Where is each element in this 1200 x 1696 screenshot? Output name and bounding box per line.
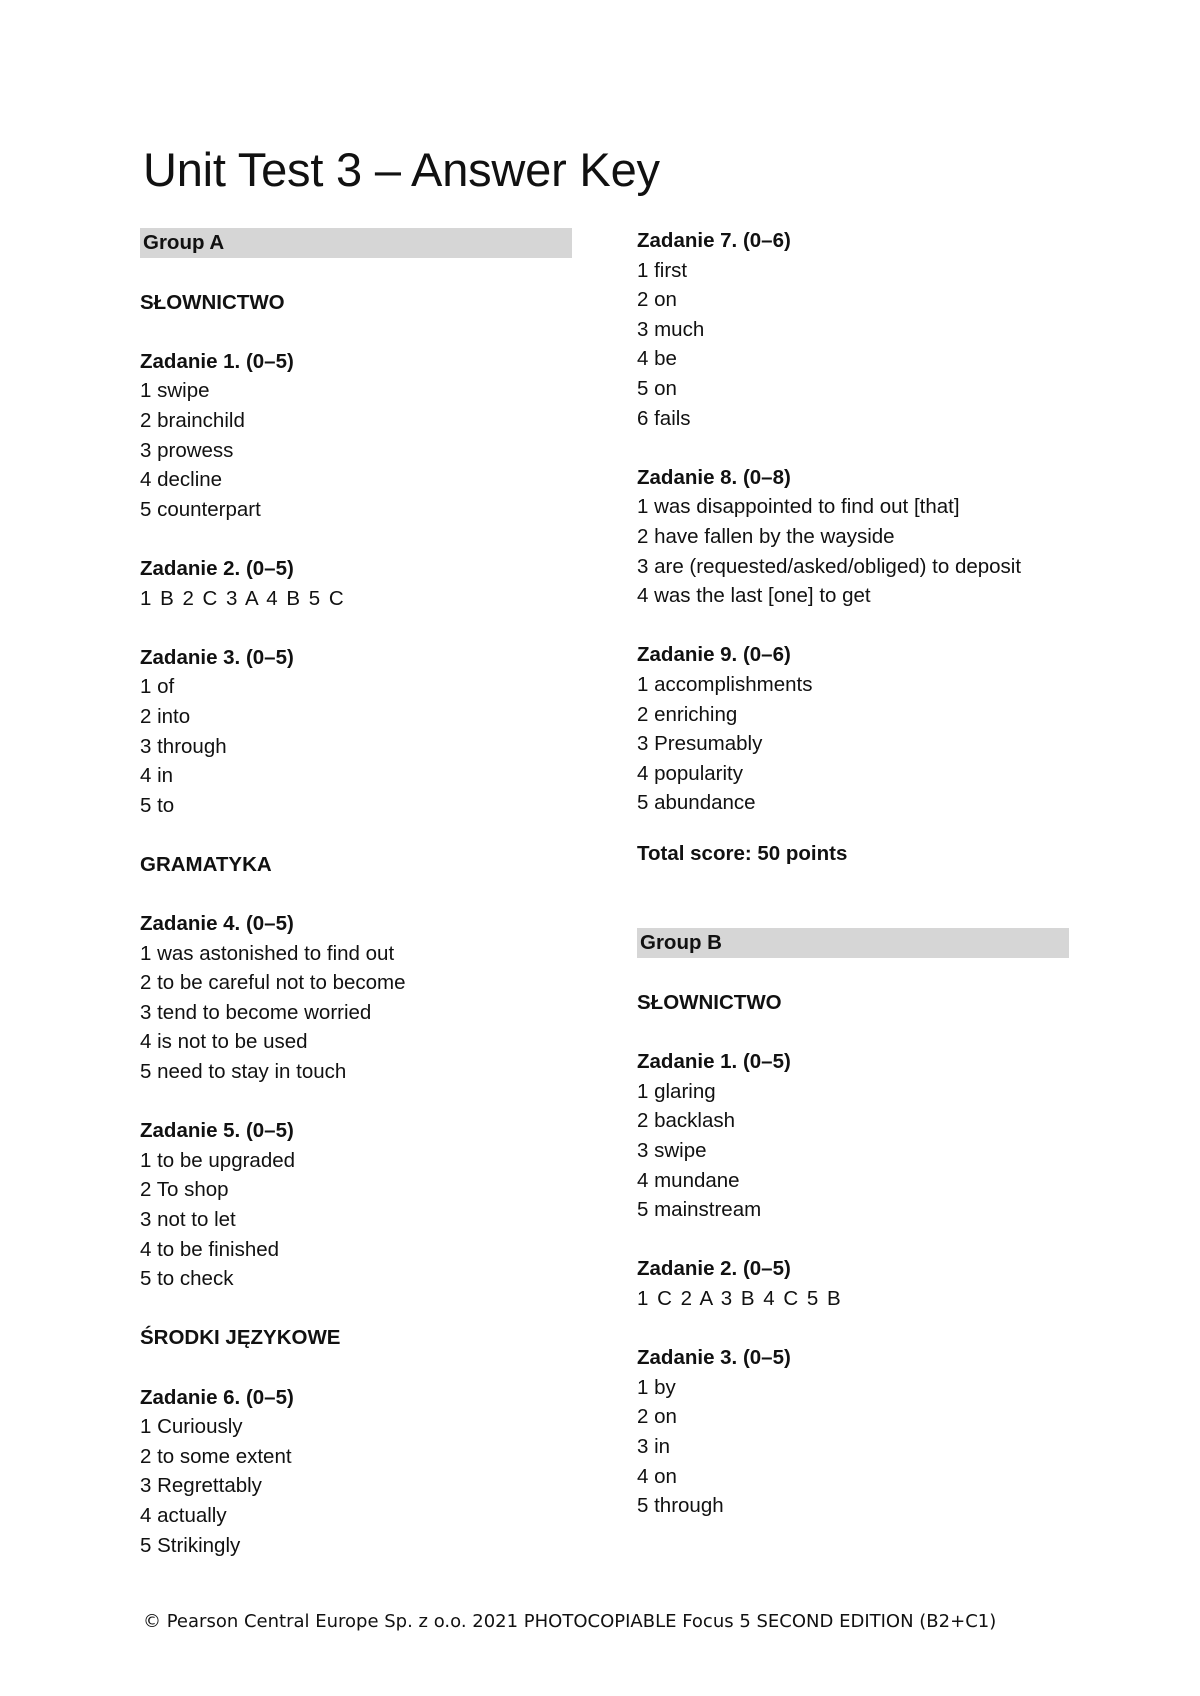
task-8-title: Zadanie 8. (0–8) [637,465,791,489]
answer-item: 4 on [637,1464,677,1488]
answer-item: 5 abundance [637,791,756,815]
section-vocabulary-b: SŁOWNICTWO [637,991,782,1015]
copyright-footer: © Pearson Central Europe Sp. z o.o. 2021 PHOTOCOPIABLE Focus 5 SECOND EDITION (B2+C1) [143,1611,997,1632]
answer-item: 2 to be careful not to become [140,971,406,995]
task-2-title-b: Zadanie 2. (0–5) [637,1257,791,1281]
right-column [637,226,1069,1521]
answer-item: 2 backlash [637,1109,736,1133]
answer-item: 5 need to stay in touch [140,1060,347,1084]
answer-item: 1 accomplishments [637,672,813,696]
answer-item: 3 in [637,1434,671,1458]
task-7-answers [637,256,1069,434]
left-column [140,226,572,1560]
answer-item: 4 mundane [637,1168,740,1192]
answer-item: 5 to [140,793,175,817]
answer-item: 2 into [140,704,191,728]
task-3-title: Zadanie 3. (0–5) [140,645,294,669]
answer-item: 5 Strikingly [140,1533,241,1557]
answer-item: 3 much [637,317,705,341]
answer-item: 3 tend to become worried [140,1000,372,1024]
answer-item: 1 glaring [637,1079,716,1103]
section-language-means: ŚRODKI JĘZYKOWE [140,1326,341,1350]
task-1-title: Zadanie 1. (0–5) [140,349,294,373]
section-vocabulary: SŁOWNICTWO [140,290,285,314]
task-9-answers [637,670,1069,818]
answer-item: 1 to be upgraded [140,1148,296,1172]
group-b-header: Group B [637,928,1069,958]
answer-item: 4 in [140,764,174,788]
answer-item: 1 first [637,258,688,282]
page-title: Unit Test 3 – Answer Key [143,143,660,196]
task-4-title: Zadanie 4. (0–5) [140,912,294,936]
group-a-header: Group A [140,228,572,258]
task-5-title: Zadanie 5. (0–5) [140,1119,294,1143]
task-7-title: Zadanie 7. (0–6) [637,229,791,252]
task-6-answers [140,1412,572,1560]
task-3-title-b: Zadanie 3. (0–5) [637,1346,791,1370]
answer-item: 2 to some extent [140,1444,292,1468]
answer-item: 4 popularity [637,761,743,785]
answer-item: 1 of [140,675,175,699]
task-6-title: Zadanie 6. (0–5) [140,1385,294,1409]
answer-item: 2 enriching [637,702,738,726]
answer-item: 2 brainchild [140,408,245,432]
task-3-answers-b [637,1373,1069,1521]
answer-item: 3 through [140,734,227,758]
answer-item: 6 fails [637,406,691,430]
task-1-answers-b [637,1077,1069,1225]
answer-item: 1 Curiously [140,1415,243,1439]
task-8-answers [637,492,1069,610]
answer-item: 1 swipe [140,379,210,403]
answer-item: 4 is not to be used [140,1030,308,1054]
answer-item: 2 have fallen by the wayside [637,524,895,548]
answer-item: 1 by [637,1375,676,1399]
answer-item: 4 was the last [one] to get [637,584,871,608]
answer-item: 3 Presumably [637,732,763,756]
answer-item: 3 are (requested/asked/obliged) to deposit [637,554,1022,578]
task-1-title-b: Zadanie 1. (0–5) [637,1050,791,1074]
answer-item: 3 prowess [140,438,234,462]
answer-item: 3 not to let [140,1208,236,1231]
answer-item: 5 counterpart [140,497,261,521]
task-9-title: Zadanie 9. (0–6) [637,643,791,667]
answer-item: 3 Regrettably [140,1474,262,1498]
answer-item: 5 through [637,1494,724,1518]
answer-item: 5 mainstream [637,1198,762,1222]
answer-item: 5 to check [140,1267,234,1291]
answer-item: 2 on [637,1405,677,1429]
answer-item: 1 was astonished to find out [140,941,395,965]
answer-item: 2 on [637,288,677,312]
total-score: Total score: 50 points [637,841,848,865]
task-1-answers [140,376,572,524]
answer-item: 5 on [637,376,677,400]
answer-item: 3 swipe [637,1139,707,1163]
answer-item: 4 actually [140,1503,227,1527]
answer-item: 4 to be finished [140,1237,280,1261]
task-2-title: Zadanie 2. (0–5) [140,556,294,580]
task-3-answers [140,672,572,820]
answer-item: 4 be [637,347,677,371]
task-4-answers [140,939,572,1087]
answer-item: 4 decline [140,468,223,492]
task-2-answers-b: 1 C 2 A 3 B 4 C 5 B [637,1287,843,1310]
answer-item: 1 was disappointed to find out [that] [637,495,960,519]
section-grammar: GRAMATYKA [140,852,272,876]
answer-item: 2 To shop [140,1178,229,1202]
task-2-answers: 1 B 2 C 3 A 4 B 5 C [140,586,346,610]
task-5-answers [140,1146,572,1294]
